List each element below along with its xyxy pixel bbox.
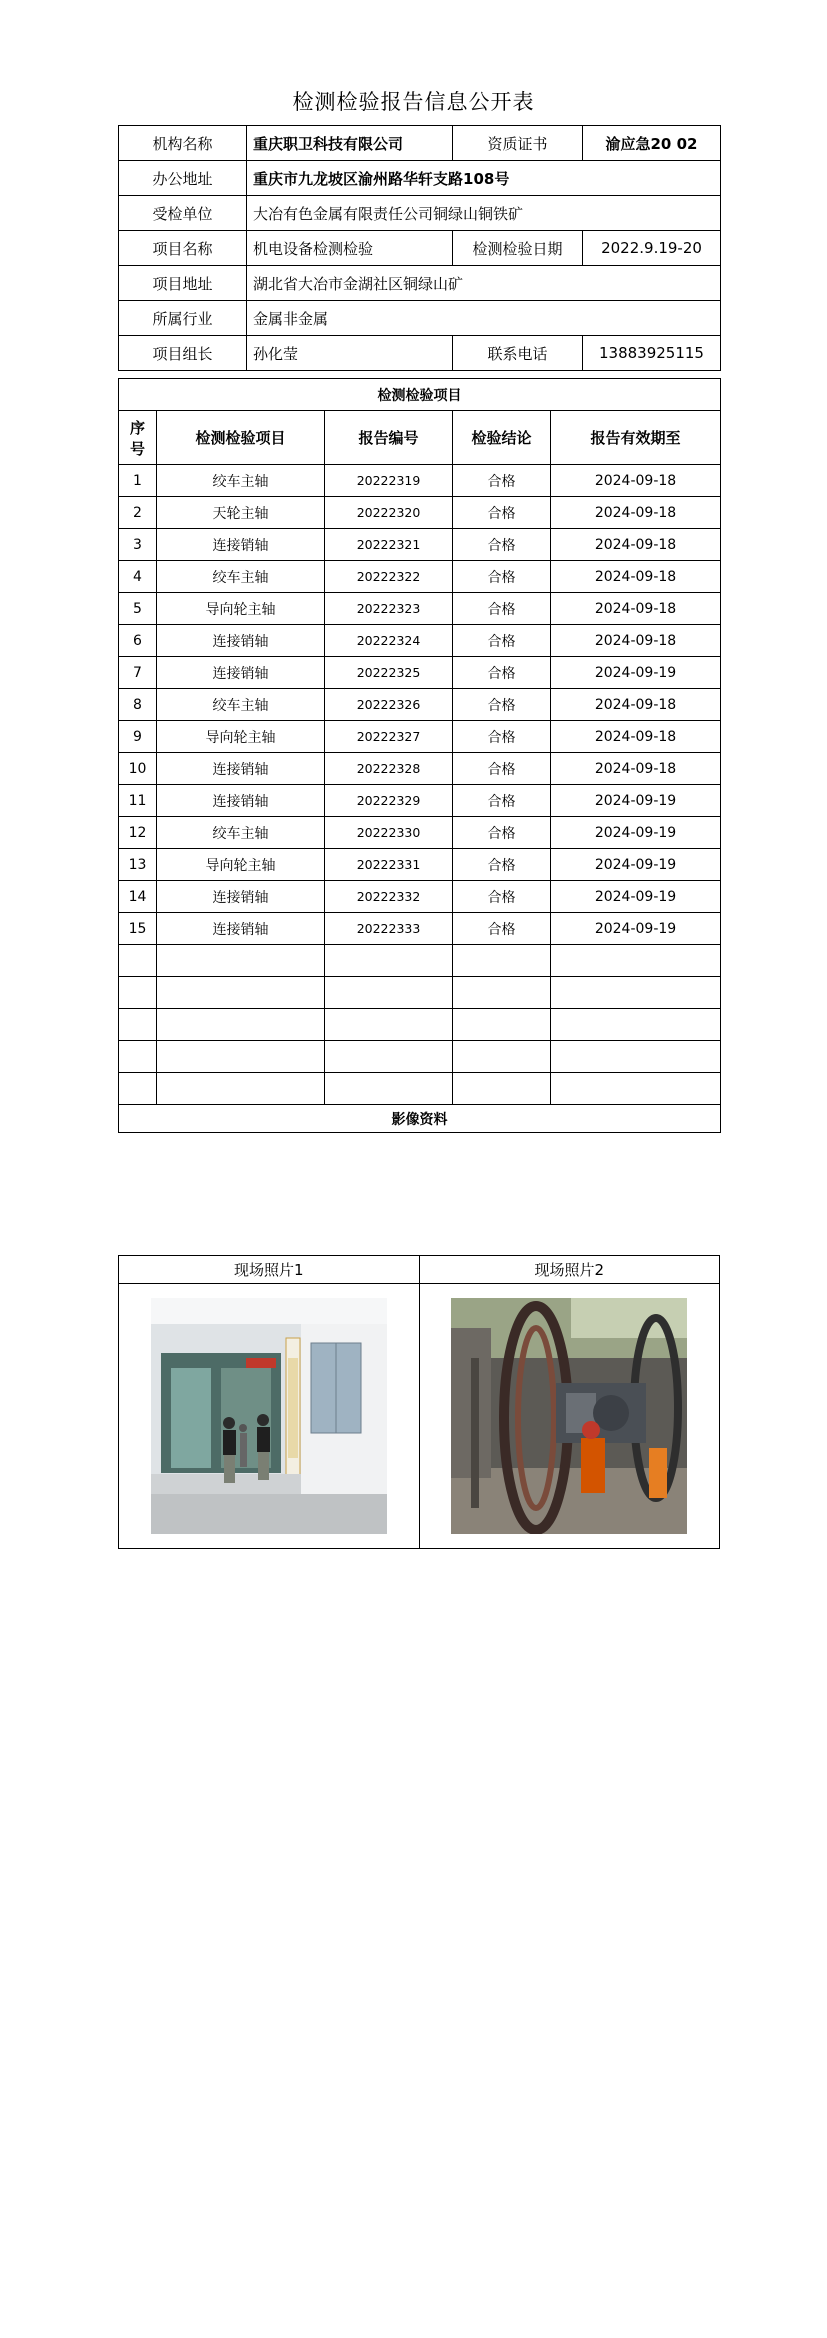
cell-valid [551,1041,721,1073]
cell-report [325,1073,453,1105]
cell-item: 连接销轴 [157,881,325,913]
cell-valid: 2024-09-19 [551,817,721,849]
items-section-row [119,379,721,411]
cell-valid: 2024-09-18 [551,689,721,721]
table-row [119,657,721,689]
table-row [119,881,721,913]
images-section-title: 影像资料 [119,1105,721,1133]
table-row [119,753,721,785]
cell-item: 绞车主轴 [157,817,325,849]
cell-no [119,945,157,977]
project-label: 项目名称 [119,231,247,266]
cell-no: 14 [119,881,157,913]
photo-labels-row [119,1256,720,1284]
cell-no: 5 [119,593,157,625]
cell-item: 连接销轴 [157,753,325,785]
cell-result: 合格 [453,625,551,657]
table-row [119,817,721,849]
cell-item: 导向轮主轴 [157,849,325,881]
cell-report: 20222325 [325,657,453,689]
office-label: 办公地址 [119,161,247,196]
cell-result: 合格 [453,561,551,593]
table-row [119,497,721,529]
cell-valid: 2024-09-19 [551,881,721,913]
office-row [119,161,721,196]
cell-valid: 2024-09-18 [551,625,721,657]
site-photo-winch [451,1298,687,1534]
cell-result: 合格 [453,465,551,497]
cell-item [157,945,325,977]
items-body [119,465,721,1105]
table-row [119,785,721,817]
cell-report: 20222320 [325,497,453,529]
table-row [119,913,721,945]
table-row [119,625,721,657]
cell-result [453,1073,551,1105]
items-table [118,378,721,1133]
org-value: 重庆职卫科技有限公司 [247,126,453,161]
table-row [119,529,721,561]
cell-item [157,1041,325,1073]
site-value: 湖北省大冶市金湖社区铜绿山矿 [247,266,721,301]
cell-result: 合格 [453,753,551,785]
cell-valid [551,977,721,1009]
table-row [119,593,721,625]
cell-no: 11 [119,785,157,817]
cell-no [119,1073,157,1105]
client-label: 受检单位 [119,196,247,231]
cell-item: 连接销轴 [157,785,325,817]
empty-table-row [119,1009,721,1041]
industry-row [119,301,721,336]
cell-valid: 2024-09-19 [551,849,721,881]
photo-images-row [119,1284,720,1549]
empty-table-row [119,1041,721,1073]
cell-valid [551,1009,721,1041]
photos-table [118,1255,720,1549]
cell-result: 合格 [453,817,551,849]
col-report-header: 报告编号 [325,411,453,465]
cell-report: 20222328 [325,753,453,785]
photo1-cell [119,1284,420,1549]
site-label: 项目地址 [119,266,247,301]
cell-report: 20222332 [325,881,453,913]
cell-item: 连接销轴 [157,529,325,561]
cell-result: 合格 [453,529,551,561]
office-value: 重庆市九龙坡区渝州路华轩支路108号 [247,161,721,196]
cell-valid: 2024-09-18 [551,465,721,497]
cell-valid: 2024-09-18 [551,561,721,593]
client-row [119,196,721,231]
cell-report: 20222327 [325,721,453,753]
empty-table-row [119,1073,721,1105]
cert-label: 资质证书 [453,126,583,161]
col-result-header: 检验结论 [453,411,551,465]
cell-valid: 2024-09-18 [551,753,721,785]
cell-no: 4 [119,561,157,593]
table-row [119,849,721,881]
cell-result: 合格 [453,849,551,881]
cell-result [453,977,551,1009]
info-table [118,125,721,371]
cell-no: 6 [119,625,157,657]
cell-no: 10 [119,753,157,785]
cell-item: 连接销轴 [157,657,325,689]
cell-result: 合格 [453,593,551,625]
cell-result [453,1041,551,1073]
col-valid-header: 报告有效期至 [551,411,721,465]
org-label: 机构名称 [119,126,247,161]
table-row [119,689,721,721]
cell-no: 7 [119,657,157,689]
cell-item [157,1073,325,1105]
cell-no [119,977,157,1009]
cell-report: 20222333 [325,913,453,945]
cell-valid: 2024-09-18 [551,497,721,529]
cell-report [325,1009,453,1041]
cell-no: 13 [119,849,157,881]
photo2-cell [419,1284,720,1549]
project-row [119,231,721,266]
cell-result: 合格 [453,497,551,529]
cell-result: 合格 [453,881,551,913]
date-value: 2022.9.19-20 [583,231,721,266]
site-photo-entrance [151,1298,387,1534]
cell-report: 20222331 [325,849,453,881]
col-item-header: 检测检验项目 [157,411,325,465]
cell-item: 导向轮主轴 [157,593,325,625]
cell-result: 合格 [453,913,551,945]
cell-item: 连接销轴 [157,625,325,657]
cell-valid [551,945,721,977]
photo2-label: 现场照片2 [419,1256,720,1284]
cell-valid: 2024-09-19 [551,913,721,945]
project-value: 机电设备检测检验 [247,231,453,266]
photo1-label: 现场照片1 [119,1256,420,1284]
cell-no [119,1009,157,1041]
cell-no: 2 [119,497,157,529]
cell-result: 合格 [453,785,551,817]
cell-item: 连接销轴 [157,913,325,945]
cell-item: 绞车主轴 [157,465,325,497]
cell-item: 导向轮主轴 [157,721,325,753]
cell-report: 20222321 [325,529,453,561]
cell-valid: 2024-09-18 [551,721,721,753]
empty-table-row [119,945,721,977]
cell-report: 20222330 [325,817,453,849]
phone-value: 13883925115 [583,336,721,371]
cell-no: 15 [119,913,157,945]
cell-valid: 2024-09-18 [551,593,721,625]
cell-item: 天轮主轴 [157,497,325,529]
cell-result: 合格 [453,721,551,753]
site-row [119,266,721,301]
cell-result: 合格 [453,689,551,721]
cell-item: 绞车主轴 [157,561,325,593]
items-header-row [119,411,721,465]
leader-row [119,336,721,371]
table-row [119,721,721,753]
cell-report: 20222326 [325,689,453,721]
cell-no: 8 [119,689,157,721]
org-row [119,126,721,161]
cell-report: 20222323 [325,593,453,625]
cell-report: 20222329 [325,785,453,817]
cell-item [157,1009,325,1041]
cell-valid: 2024-09-19 [551,657,721,689]
images-section-row [119,1105,721,1133]
phone-label: 联系电话 [453,336,583,371]
industry-label: 所属行业 [119,301,247,336]
cell-no: 9 [119,721,157,753]
cell-item [157,977,325,1009]
cell-no: 12 [119,817,157,849]
cell-no [119,1041,157,1073]
cell-report [325,945,453,977]
cell-report [325,977,453,1009]
cell-valid: 2024-09-19 [551,785,721,817]
cell-valid [551,1073,721,1105]
cell-result [453,1009,551,1041]
cell-result: 合格 [453,657,551,689]
leader-label: 项目组长 [119,336,247,371]
cell-result [453,945,551,977]
cert-value: 渝应急20 02 [583,126,721,161]
industry-value: 金属非金属 [247,301,721,336]
cell-item: 绞车主轴 [157,689,325,721]
table-row [119,465,721,497]
cell-report: 20222322 [325,561,453,593]
client-value: 大冶有色金属有限责任公司铜绿山铜铁矿 [247,196,721,231]
cell-valid: 2024-09-18 [551,529,721,561]
date-label: 检测检验日期 [453,231,583,266]
items-section-title: 检测检验项目 [119,379,721,411]
col-no-header: 序号 [119,411,157,465]
table-row [119,561,721,593]
empty-table-row [119,977,721,1009]
cell-report: 20222319 [325,465,453,497]
cell-report: 20222324 [325,625,453,657]
cell-no: 3 [119,529,157,561]
leader-value: 孙化莹 [247,336,453,371]
page-title: 检测检验报告信息公开表 [292,90,535,114]
cell-report [325,1041,453,1073]
cell-no: 1 [119,465,157,497]
